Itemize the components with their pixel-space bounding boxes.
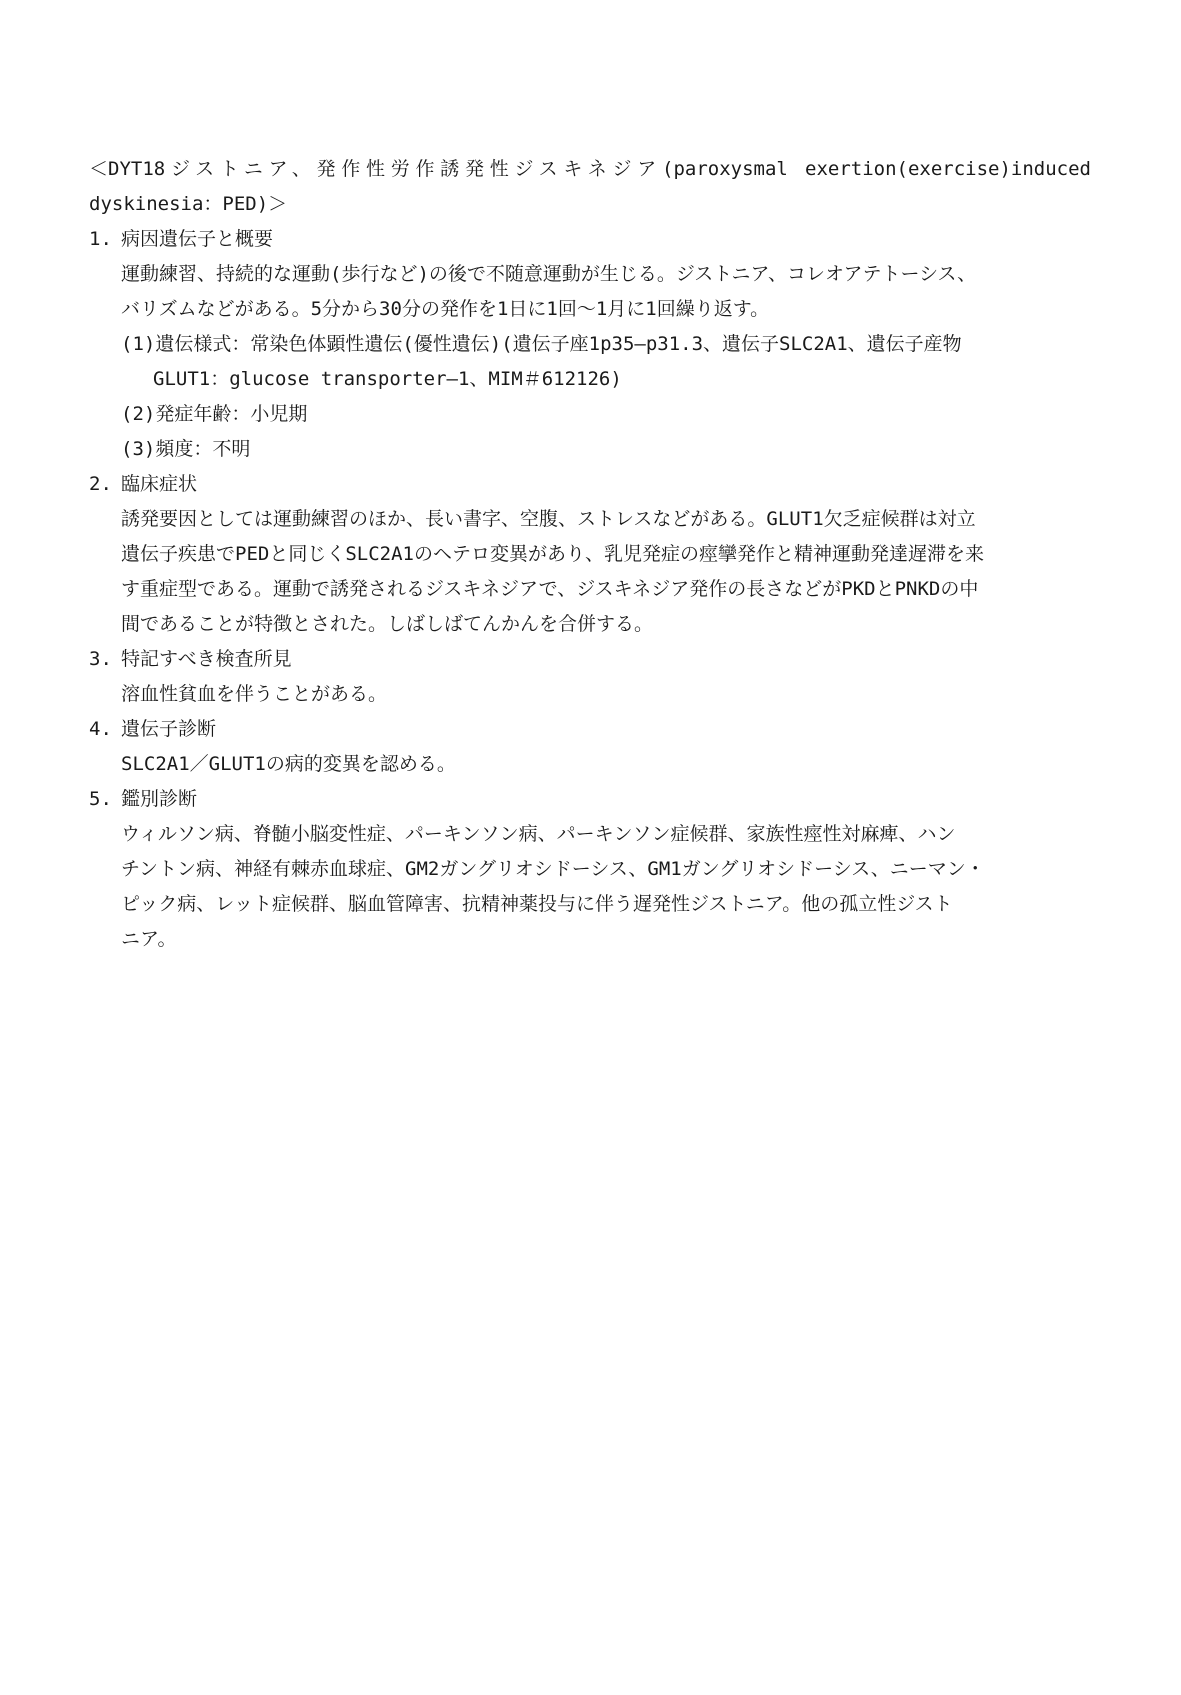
- paragraph-line: ピック病、レット症候群、脳血管障害、抗精神薬投与に伴う遅発性ジストニア。他の孤立性ジスト: [121, 893, 953, 915]
- paragraph-line: SLC2A1／GLUT1の病的変異を認める。: [121, 753, 456, 775]
- section-paragraph: [89, 257, 1091, 327]
- paragraph-line: 溶血性貧血を伴うことがある。: [121, 683, 388, 705]
- section-heading: [89, 467, 1091, 502]
- paragraph-line: チントン病、神経有棘赤血球症、GM2ガングリオシドーシス、GM1ガングリオシドーシス、ニーマン・: [121, 858, 985, 880]
- section-5: [89, 782, 1091, 957]
- section-paragraph: [89, 677, 1091, 712]
- paragraph-line: 運動練習、持続的な運動(歩行など)の後で不随意運動が生じる。ジストニア、コレオアテトーシス、: [121, 263, 977, 285]
- sub-item-line: (3)頻度：不明: [121, 438, 251, 460]
- section-number: 1.: [89, 228, 112, 250]
- sub-item-onset-age: [89, 397, 1091, 432]
- section-2: [89, 467, 1091, 642]
- section-heading: [89, 712, 1091, 747]
- section-3: [89, 642, 1091, 712]
- paragraph-line: 誘発要因としては運動練習のほか、長い書字、空腹、ストレスなどがある。GLUT1欠乏症候群は対立: [121, 508, 976, 530]
- section-number: 4.: [89, 718, 112, 740]
- sub-item-inheritance: [89, 327, 1091, 397]
- section-number: 2.: [89, 473, 112, 495]
- sub-item-line: (2)発症年齢：小児期: [121, 403, 308, 425]
- sub-item-frequency: [89, 432, 1091, 467]
- section-heading: [89, 782, 1091, 817]
- section-title: 臨床症状: [121, 473, 198, 495]
- section-title: 遺伝子診断: [121, 718, 217, 740]
- section-1: [89, 222, 1091, 467]
- section-title: 病因遺伝子と概要: [121, 228, 274, 250]
- paragraph-line: ニア。: [121, 928, 177, 950]
- section-heading: [89, 222, 1091, 257]
- section-title: 特記すべき検査所見: [121, 648, 292, 670]
- sub-item-line: GLUT1：glucose transporter―1、MIM＃612126): [153, 368, 622, 390]
- paragraph-line: 遺伝子疾患でPEDと同じくSLC2A1のヘテロ変異があり、乳児発症の痙攣発作と精神運動発達遅滞を来: [121, 543, 984, 565]
- paragraph-line: す重症型である。運動で誘発されるジスキネジアで、ジスキネジア発作の長さなどがPKDとPNKDの中: [121, 578, 979, 600]
- paragraph-line: 間であることが特徴とされた。しばしばてんかんを合併する。: [121, 613, 654, 635]
- section-heading: [89, 642, 1091, 677]
- section-4: [89, 712, 1091, 782]
- section-title: 鑑別診断: [121, 788, 198, 810]
- sub-item-line: (1)遺伝様式：常染色体顕性遺伝(優性遺伝)(遺伝子座1p35―p31.3、遺伝子SLC2A1、遺伝子産物: [121, 333, 962, 355]
- title-line-1: ＜DYT18ジストニア、発作性労作誘発性ジスキネジア(paroxysmal exertion(exercise)induced: [89, 158, 1091, 180]
- section-number: 3.: [89, 648, 112, 670]
- paragraph-line: ウィルソン病、脊髄小脳変性症、パーキンソン病、パーキンソン症候群、家族性痙性対麻痺、ハン: [121, 823, 956, 845]
- section-paragraph: [89, 817, 1091, 957]
- section-number: 5.: [89, 788, 112, 810]
- section-paragraph: [89, 747, 1091, 782]
- title-line-2: dyskinesia：PED)＞: [89, 193, 288, 215]
- paragraph-line: バリズムなどがある。5分から30分の発作を1日に1回〜1月に1回繰り返す。: [121, 298, 770, 320]
- document-title: [89, 152, 1091, 222]
- section-paragraph: [89, 502, 1091, 642]
